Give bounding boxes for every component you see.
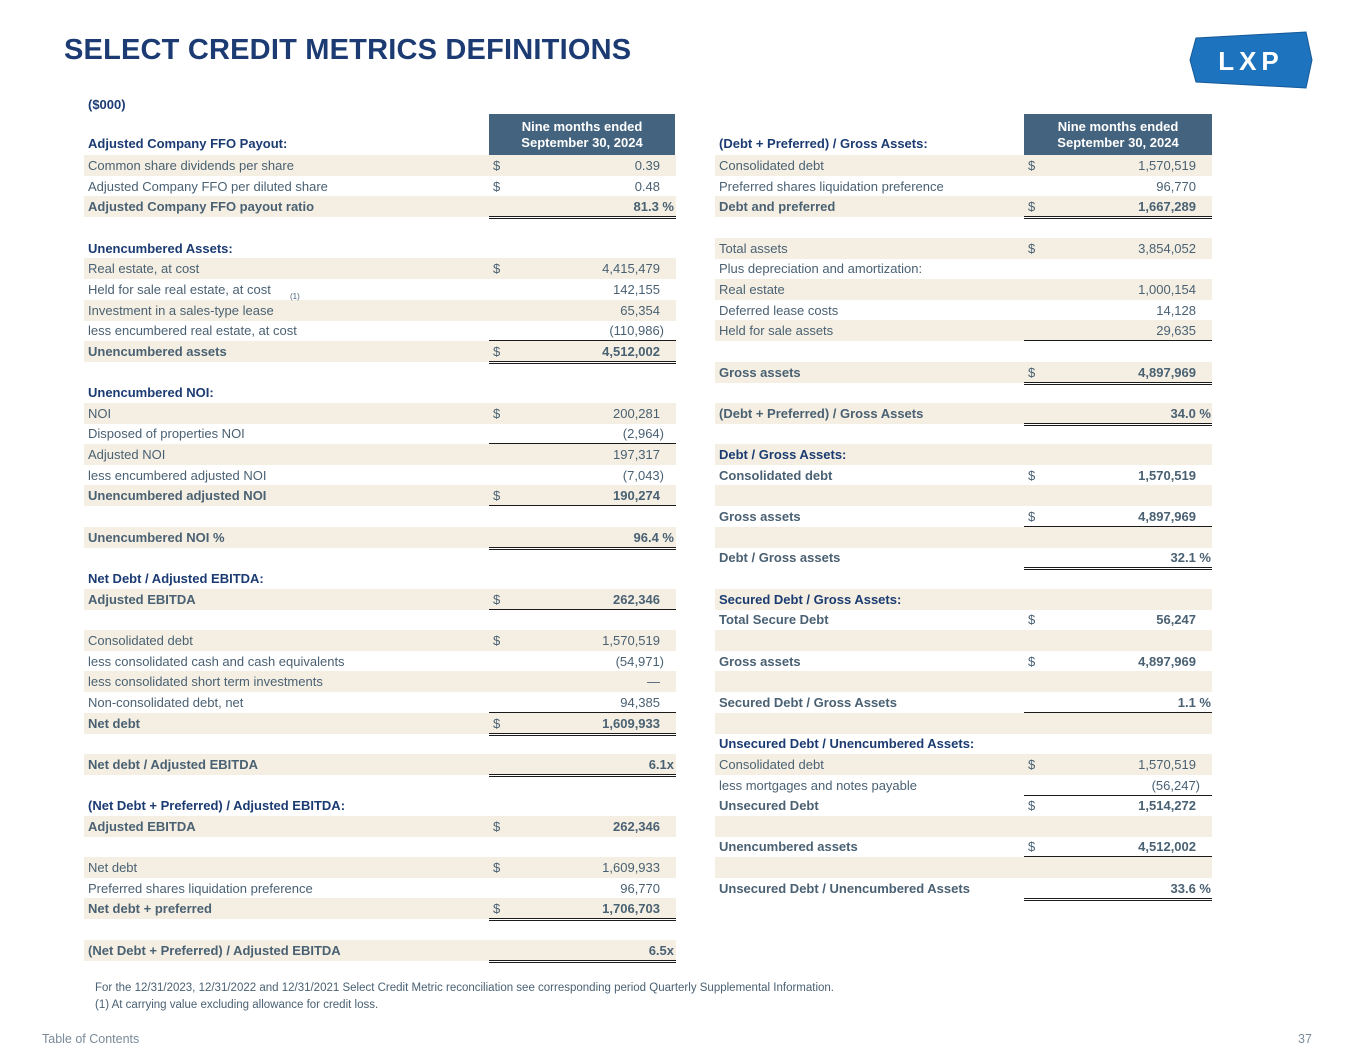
table-row [715,320,1212,341]
table-row [84,196,676,217]
row-value: 1.1 % [1177,694,1211,710]
row-label: Preferred shares liquidation preference [719,178,944,194]
row-label: Preferred shares liquidation preference [88,880,313,896]
table-row: Investment in a sales-type lease (1) 65,354 [84,300,676,321]
row-value: 6.5x [648,942,674,958]
currency-symbol: $ [1028,612,1036,628]
table-row [84,630,676,651]
row-value: 197,317 [613,447,660,463]
row-label: Gross assets [719,364,801,380]
row-value: 1,570,519 [1138,467,1196,483]
row-value: 3,854,052 [1138,240,1196,256]
row-label: Net debt + preferred [88,901,212,917]
spacer-row [84,506,676,527]
right-column-header-line1: Nine months ended [1057,119,1179,134]
row-label: NOI [88,405,112,421]
table-row [84,444,676,465]
row-label: Unencumbered Assets: [88,240,233,256]
currency-symbol: $ [1028,364,1036,380]
row-label: Adjusted Company FFO payout ratio [88,199,315,215]
row-label: Debt and preferred [719,199,836,215]
table-row [715,403,1212,424]
row-value: 32.1 % [1170,550,1211,566]
row-value: 4,415,479 [602,261,660,277]
page-number: 37 [1298,1032,1312,1046]
row-value: (56,247) [1151,777,1200,793]
currency-symbol: $ [1028,240,1036,256]
table-row [715,506,1212,527]
row-label: Unencumbered assets [719,839,858,855]
currency-symbol: $ [1028,756,1036,772]
row-label: Held for sale real estate, at cost [88,281,271,297]
currency-symbol: $ [1028,653,1036,669]
spacer-row [84,362,676,383]
right-section-header: (Debt + Preferred) / Gross Assets: [719,136,928,151]
row-label: (Net Debt + Preferred) / Adjusted EBITDA [88,942,341,958]
row-label: less consolidated cash and cash equivalents [88,653,345,669]
table-row [715,651,1212,672]
table-row [84,485,676,506]
row-label: Plus depreciation and amortization: [719,261,923,277]
row-label: Net debt [88,860,138,876]
table-row [84,898,676,919]
table-row [84,713,676,734]
row-value: 200,281 [613,405,660,421]
footnote-reconciliation: For the 12/31/2023, 12/31/2022 and 12/31/2021 Select Credit Metric reconciliation see corresponding period Quarterly Supplemental Information. [95,982,835,994]
row-label: Net Debt / Adjusted EBITDA: [88,571,264,586]
spacer-row [715,816,1212,837]
spacer-row [84,733,676,754]
currency-symbol: $ [493,158,501,173]
row-label: Adjusted EBITDA [88,818,196,834]
currency-symbol: $ [1028,509,1036,525]
table-row [84,465,676,486]
row-label: Non-consolidated debt, net [88,694,244,710]
row-value: 6.1x [648,756,674,772]
table-row [84,176,676,197]
units-label: ($000) [88,97,126,112]
table-row [84,527,676,548]
row-label: Total Secure Debt [719,612,829,628]
row-label: Debt / Gross assets [719,550,841,566]
table-row [715,444,1212,465]
row-value: 1,609,933 [602,860,660,876]
row-value: 4,512,002 [602,343,660,359]
row-value: 4,897,969 [1138,509,1196,525]
right-column-header [1024,114,1212,155]
row-value: 1,609,933 [602,715,660,731]
row-label: Consolidated debt [719,756,824,772]
row-label: Unsecured Debt [719,798,819,814]
table-row [84,795,676,816]
row-value: 4,512,002 [1138,839,1196,855]
row-value: 96,770 [1156,178,1196,194]
table-row [84,940,676,961]
row-value: 56,247 [1156,612,1196,628]
row-value: 142,155 [613,281,660,297]
row-value: 4,897,969 [1138,653,1196,669]
table-row [715,300,1212,321]
row-label: Real estate [719,281,785,297]
row-label: less encumbered real estate, at cost [88,323,297,339]
table-row [715,878,1212,899]
table-row [84,816,676,837]
left-column-header-line2: September 30, 2024 [521,135,643,150]
row-label: Net debt [88,715,140,731]
row-label: Unencumbered adjusted NOI [88,488,267,504]
row-value: 0.48 [634,178,660,194]
row-label: less mortgages and notes payable [719,777,918,793]
table-row [715,238,1212,259]
table-row [84,423,676,444]
row-label: Secured Debt / Gross Assets: [719,591,902,607]
spacer-row [715,485,1212,506]
row-value: 4,897,969 [1138,364,1196,380]
table-row [715,754,1212,775]
right-column-header-line2: September 30, 2024 [1057,135,1179,150]
currency-symbol: $ [493,178,501,194]
row-value: 96.4 % [633,529,674,545]
table-row [715,775,1212,796]
table-row [84,155,676,176]
row-value: 1,514,272 [1138,798,1196,814]
table-row [84,258,676,279]
row-value: 262,346 [613,591,660,607]
table-row [84,320,676,341]
row-value: 81.3 % [633,199,674,215]
row-label: Gross assets [719,653,801,669]
row-value: (7,043) [622,467,664,483]
double-underline [489,960,676,963]
table-row [84,568,676,589]
row-value: 1,570,519 [1138,756,1196,772]
table-row [84,589,676,610]
table-row [84,878,676,899]
table-row [715,609,1212,630]
row-label: less consolidated short term investments [88,674,323,690]
row-value: 96,770 [620,880,660,896]
row-label: (Debt + Preferred) / Gross Assets [719,405,924,421]
table-row [715,279,1212,300]
row-label: Net debt / Adjusted EBITDA [88,756,258,772]
row-label: Held for sale assets [719,323,834,339]
row-value: 94,385 [620,694,660,710]
table-row [84,857,676,878]
spacer-row [84,609,676,630]
row-value: 65,354 [620,302,660,318]
row-label: Unencumbered assets [88,343,227,359]
currency-symbol: $ [1028,199,1036,215]
row-value: — [647,674,660,690]
row-value: 190,274 [613,488,660,504]
row-label: Unsecured Debt / Unencumbered Assets: [719,736,975,752]
table-row [84,279,676,300]
row-value: 33.6 % [1170,880,1211,896]
spacer-row [715,857,1212,878]
row-label: Real estate, at cost [88,261,200,277]
table-row [715,692,1212,713]
table-row [715,733,1212,754]
row-value: 0.39 [634,158,660,173]
row-value: 1,667,289 [1138,199,1196,215]
left-column-header-line1: Nine months ended [521,119,643,134]
double-underline [1024,898,1212,901]
currency-symbol: $ [1028,798,1036,814]
lxp-logo [1188,30,1314,90]
spacer-row [84,775,676,796]
row-label: Consolidated debt [719,158,824,173]
row-value: 14,128 [1156,302,1196,318]
footnote-1: (1) At carrying value excluding allowance for credit loss. [95,999,379,1011]
currency-symbol: $ [493,488,501,504]
spacer-row [84,919,676,940]
row-label: Unsecured Debt / Unencumbered Assets [719,880,970,896]
row-label: less encumbered adjusted NOI [88,467,267,483]
spacer-row [84,836,676,857]
row-label: Disposed of properties NOI [88,426,245,442]
spacer-row [715,217,1212,238]
table-row [715,196,1212,217]
currency-symbol: $ [493,715,501,731]
table-row [84,341,676,362]
table-row [84,238,676,259]
row-label: Consolidated debt [719,467,833,483]
spacer-row [84,547,676,568]
row-value: 1,570,519 [602,632,660,648]
currency-symbol: $ [493,405,501,421]
table-row [715,795,1212,816]
row-value: (54,971) [615,653,664,669]
row-value: 29,635 [1156,323,1196,339]
spacer-row [715,671,1212,692]
logo-text: LXP [1218,46,1284,76]
row-label: Consolidated debt [88,632,193,648]
row-label: Total assets [719,240,788,256]
table-row [84,671,676,692]
spacer-row [715,630,1212,651]
currency-symbol: $ [1028,158,1036,173]
spacer-row [715,341,1212,362]
left-column-header [489,114,675,155]
table-row [84,403,676,424]
spacer-row [715,423,1212,444]
table-row [84,692,676,713]
row-label: Secured Debt / Gross Assets [719,694,897,710]
table-row [84,382,676,403]
currency-symbol: $ [493,343,501,359]
table-row [715,155,1212,176]
row-label: Investment in a sales-type lease [88,302,274,318]
row-value: 34.0 % [1170,405,1211,421]
spacer-row [715,713,1212,734]
row-label: Adjusted Company FFO per diluted share [88,178,328,194]
row-label: Deferred lease costs [719,302,839,318]
table-row [715,547,1212,568]
currency-symbol: $ [493,632,501,648]
currency-symbol: $ [493,901,501,917]
currency-symbol: $ [493,860,501,876]
row-label: (Net Debt + Preferred) / Adjusted EBITDA: [88,798,346,814]
table-of-contents-link[interactable]: Table of Contents [42,1032,140,1046]
row-label: Unencumbered NOI % [88,529,225,545]
row-value: (110,986) [609,323,664,339]
row-label: Adjusted NOI [88,447,166,463]
spacer-row [715,527,1212,548]
currency-symbol: $ [493,591,501,607]
table-row [715,362,1212,383]
spacer-row [84,217,676,238]
currency-symbol: $ [493,261,501,277]
row-label: Debt / Gross Assets: [719,447,847,463]
row-value: (2,964) [622,426,664,442]
currency-symbol: $ [1028,839,1036,855]
row-label: Gross assets [719,509,801,525]
currency-symbol: $ [1028,467,1036,483]
spacer-row [715,382,1212,403]
row-label: Unencumbered NOI: [88,385,214,401]
page-title: SELECT CREDIT METRICS DEFINITIONS [64,34,632,66]
currency-symbol: $ [493,818,501,834]
row-value: 262,346 [613,818,660,834]
row-label: Common share dividends per share [88,158,294,173]
row-value: 1,570,519 [1138,158,1196,173]
table-row [715,589,1212,610]
table-row [84,651,676,672]
table-row [715,836,1212,857]
table-row [84,754,676,775]
table-row [715,465,1212,486]
left-section-header: Adjusted Company FFO Payout: [88,136,288,151]
table-row [715,176,1212,197]
row-label: Adjusted EBITDA [88,591,196,607]
spacer-row [715,568,1212,589]
row-value: 1,000,154 [1138,281,1196,297]
row-value: 1,706,703 [602,901,660,917]
table-row [715,258,1212,279]
